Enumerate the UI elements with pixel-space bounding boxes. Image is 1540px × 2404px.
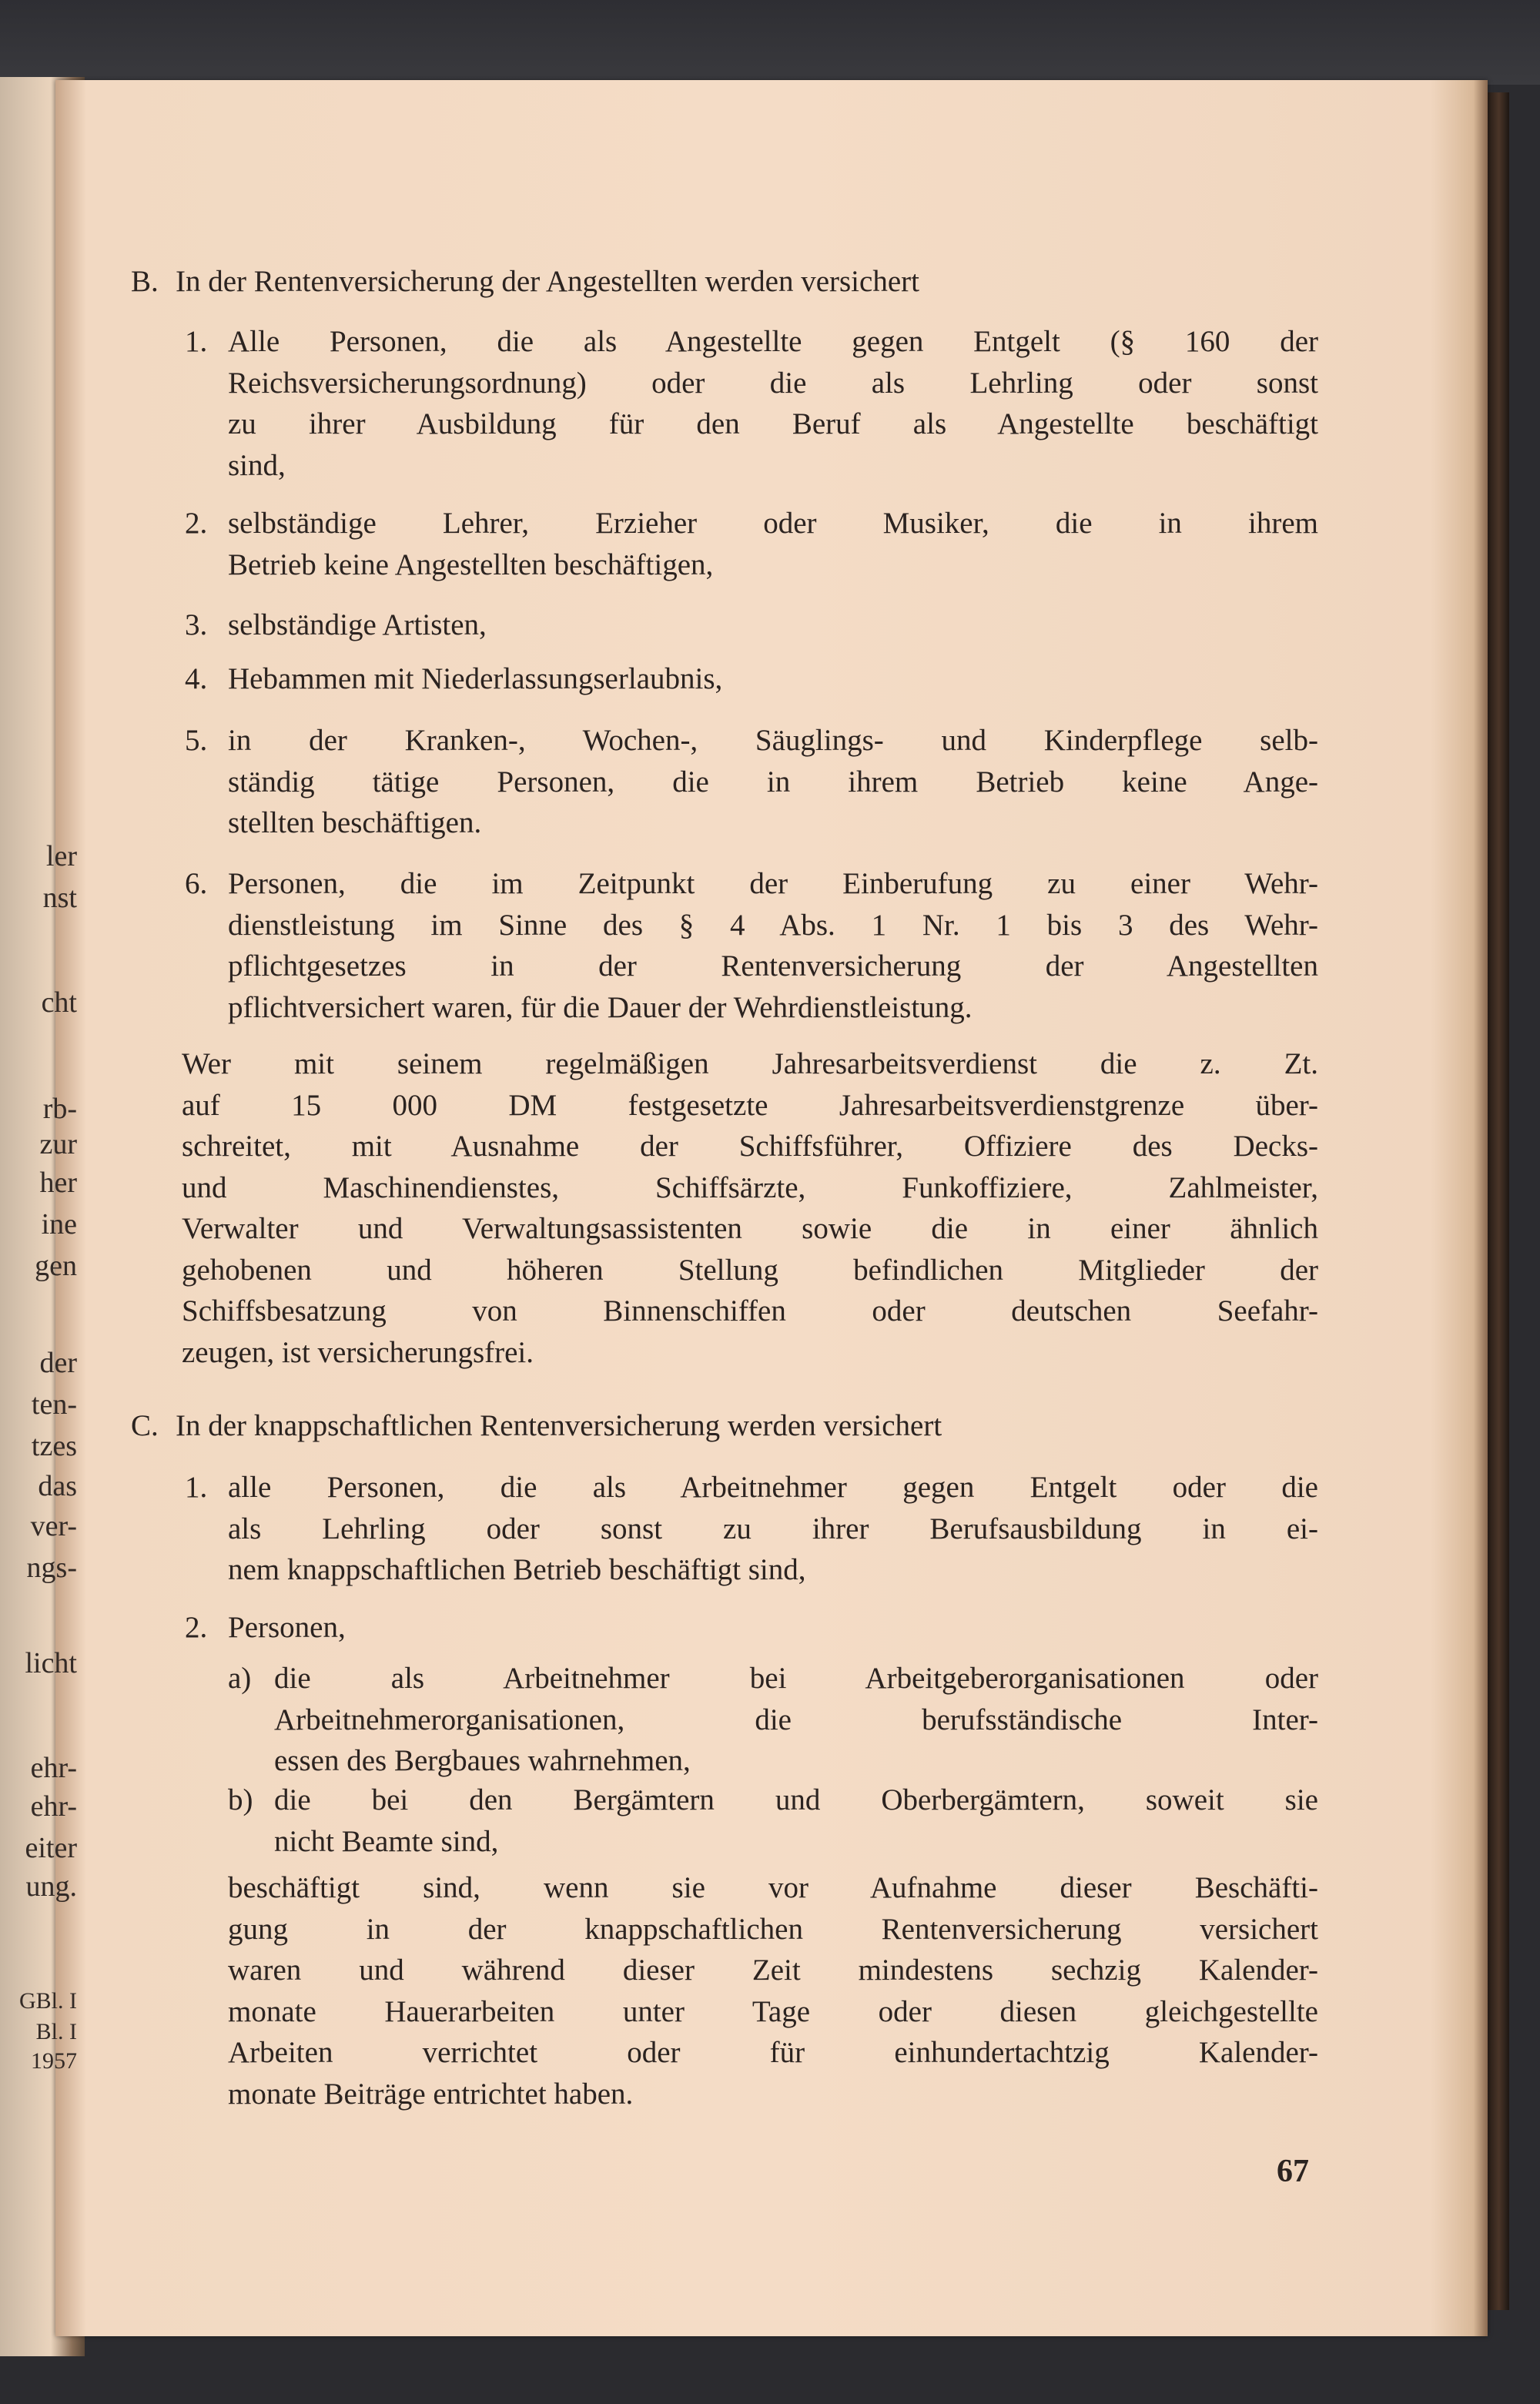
text-line: selbständige Lehrer, Erzieher oder Musiker, die in ihrem bbox=[228, 507, 1318, 540]
left-page-text-fragment: zur bbox=[39, 1128, 77, 1160]
left-page-text-fragment: ehr- bbox=[30, 1790, 77, 1823]
page-number: 67 bbox=[1277, 2154, 1309, 2189]
text-line: In der Rentenversicherung der Angestellten werden versichert bbox=[176, 265, 919, 298]
text-line: als Lehrling oder sonst zu ihrer Berufsausbildung in ei- bbox=[228, 1512, 1318, 1545]
text-line: waren und während dieser Zeit mindestens sechzig Kalender- bbox=[228, 1954, 1318, 1987]
text-line: Wer mit seinem regelmäßigen Jahresarbeitsverdienst die z. Zt. bbox=[182, 1047, 1318, 1080]
item-label: 1. bbox=[185, 1471, 208, 1504]
item-label: C. bbox=[131, 1409, 159, 1442]
item-label: a) bbox=[228, 1662, 252, 1695]
text-line: sind, bbox=[228, 448, 286, 482]
item-label: B. bbox=[131, 265, 159, 298]
text-line: selbständige Artisten, bbox=[228, 608, 487, 641]
text-line: Personen, die im Zeitpunkt der Einberufung zu einer Wehr- bbox=[228, 867, 1318, 900]
left-page-text-fragment: ten- bbox=[31, 1388, 77, 1421]
text-line: die bei den Bergämtern und Oberbergämtern, soweit sie bbox=[274, 1783, 1318, 1816]
left-page-text-fragment: ver- bbox=[30, 1510, 77, 1542]
text-line: stellten beschäftigen. bbox=[228, 806, 482, 839]
left-page-text-fragment: gen bbox=[35, 1250, 77, 1282]
text-line: gehobenen und höheren Stellung befindlichen Mitglieder der bbox=[182, 1253, 1318, 1287]
text-line: In der knappschaftlichen Rentenversicherung werden versichert bbox=[176, 1409, 942, 1442]
text-line: Reichsversicherungsordnung) oder die als Lehrling oder sonst bbox=[228, 366, 1318, 400]
left-page-text-fragment: das bbox=[38, 1470, 77, 1502]
text-line: auf 15 000 DM festgesetzte Jahresarbeitsverdienstgrenze über- bbox=[182, 1088, 1318, 1122]
item-label: 2. bbox=[185, 1611, 208, 1644]
left-page-text-fragment: ler bbox=[45, 840, 77, 872]
left-page-text-fragment: ung. bbox=[25, 1870, 77, 1903]
text-line: Betrieb keine Angestellten beschäftigen, bbox=[228, 547, 714, 581]
left-page-text-fragment: nst bbox=[42, 882, 77, 914]
text-line: schreitet, mit Ausnahme der Schiffsführer, Offiziere des Decks- bbox=[182, 1130, 1318, 1163]
text-line: Arbeiten verrichtet oder für einhundertachtzig Kalender- bbox=[228, 2036, 1318, 2069]
text-line: Arbeitnehmerorganisationen, die berufsständische Inter- bbox=[274, 1703, 1318, 1736]
text-line: essen des Bergbaues wahrnehmen, bbox=[274, 1744, 691, 1777]
text-line: die als Arbeitnehmer bei Arbeitgeberorganisationen oder bbox=[274, 1662, 1318, 1695]
text-line: Hebammen mit Niederlassungserlaubnis, bbox=[228, 662, 723, 695]
item-label: 5. bbox=[185, 724, 208, 757]
text-line: Alle Personen, die als Angestellte gegen Entgelt (§ 160 der bbox=[228, 325, 1318, 358]
left-page-text-fragment: Bl. I bbox=[35, 2019, 77, 2044]
left-page-text-fragment: ngs- bbox=[26, 1552, 77, 1584]
left-page-text-fragment: GBl. I bbox=[19, 1988, 77, 2014]
text-line: pflichtversichert waren, für die Dauer der Wehrdienstleistung. bbox=[228, 990, 973, 1024]
background bbox=[0, 0, 1540, 85]
item-label: 6. bbox=[185, 867, 208, 900]
left-page-text-fragment: her bbox=[39, 1167, 77, 1199]
left-page-text-fragment: ehr- bbox=[30, 1752, 77, 1784]
text-line: gung in der knappschaftlichen Rentenversicherung versichert bbox=[228, 1912, 1318, 1946]
item-label: 1. bbox=[185, 325, 208, 358]
item-label: 3. bbox=[185, 608, 208, 641]
left-page-text-fragment: rb- bbox=[42, 1093, 77, 1125]
left-page-text-fragment: eiter bbox=[25, 1832, 77, 1864]
text-line: monate Beiträge entrichtet haben. bbox=[228, 2077, 634, 2111]
item-label: 4. bbox=[185, 662, 208, 695]
text-line: beschäftigt sind, wenn sie vor Aufnahme dieser Beschäfti- bbox=[228, 1871, 1318, 1904]
text-line: zu ihrer Ausbildung für den Beruf als Angestellte beschäftigt bbox=[228, 407, 1318, 440]
left-page-text-fragment: licht bbox=[25, 1647, 77, 1679]
text-line: zeugen, ist versicherungsfrei. bbox=[182, 1335, 534, 1369]
text-line: Schiffsbesatzung von Binnenschiffen oder deutschen Seefahr- bbox=[182, 1294, 1318, 1328]
text-line: nicht Beamte sind, bbox=[274, 1824, 499, 1858]
text-line: nem knappschaftlichen Betrieb beschäftigt sind, bbox=[228, 1553, 806, 1586]
text-line: und Maschinendienstes, Schiffsärzte, Funkoffiziere, Zahlmeister, bbox=[182, 1170, 1318, 1204]
text-line: in der Kranken-, Wochen-, Säuglings- und Kinderpflege selb- bbox=[228, 724, 1318, 757]
left-page-text-fragment: 1957 bbox=[31, 2048, 77, 2074]
item-label: 2. bbox=[185, 507, 208, 540]
left-page-text-fragment: tzes bbox=[31, 1430, 77, 1462]
text-line: pflichtgesetzes in der Rentenversicherung der Angestellten bbox=[228, 949, 1318, 983]
text-line: Verwalter und Verwaltungsassistenten sowie die in einer ähnlich bbox=[182, 1212, 1318, 1245]
text-line: alle Personen, die als Arbeitnehmer gegen Entgelt oder die bbox=[228, 1471, 1318, 1504]
text-line: ständig tätige Personen, die in ihrem Betrieb keine Ange- bbox=[228, 765, 1318, 799]
left-page-text-fragment: cht bbox=[41, 986, 77, 1019]
item-label: b) bbox=[228, 1783, 253, 1816]
text-line: monate Hauerarbeiten unter Tage oder diesen gleichgestellte bbox=[228, 1994, 1318, 2028]
text-line: dienstleistung im Sinne des § 4 Abs. 1 Nr. 1 bis 3 des Wehr- bbox=[228, 908, 1318, 942]
left-page-text-fragment: ine bbox=[41, 1208, 77, 1241]
left-page-text-fragment: der bbox=[39, 1347, 77, 1379]
text-line: Personen, bbox=[228, 1611, 346, 1644]
